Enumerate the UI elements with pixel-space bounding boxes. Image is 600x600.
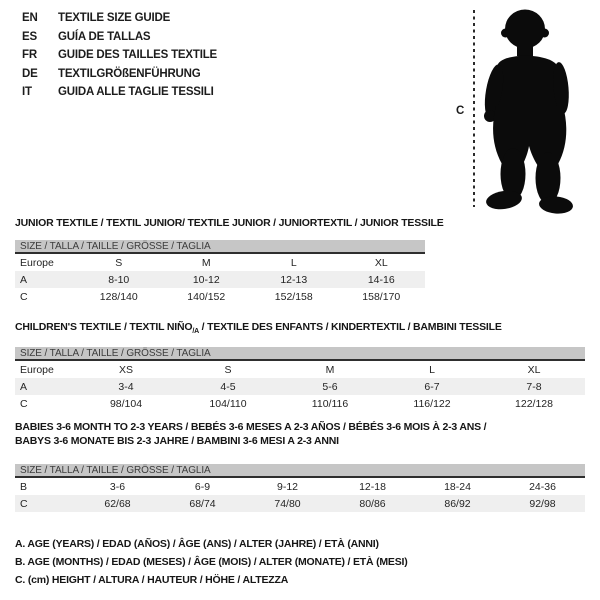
table-cell: 116/122 — [413, 397, 451, 410]
table-cell: 12-18 — [359, 480, 386, 493]
language-title: TEXTILE SIZE GUIDE — [58, 12, 171, 25]
table-cell: 24-36 — [529, 480, 556, 493]
row-label: B — [20, 480, 28, 493]
table-cell: M — [201, 256, 211, 269]
table-row — [15, 378, 585, 395]
language-title: GUIDA ALLE TAGLIE TESSILI — [58, 86, 214, 99]
table-cell: 86/92 — [444, 497, 471, 510]
legend-notes — [15, 535, 408, 589]
language-code: DE — [22, 67, 38, 80]
table-cell: S — [115, 256, 123, 269]
table-cell: 7-8 — [526, 380, 542, 393]
row-label: Europe — [20, 363, 54, 376]
note-height: C. (cm) HEIGHT / ALTURA / HAUTEUR / HÖHE / ALTEZZA — [15, 574, 289, 586]
table-cell: 3-4 — [118, 380, 134, 393]
children-title-pre: CHILDREN'S TEXTILE / TEXTIL NIÑO — [15, 321, 193, 333]
table-cell: L — [429, 363, 435, 376]
table-cell: 4-5 — [220, 380, 236, 393]
table-cell: 12-13 — [280, 273, 308, 286]
table-row — [15, 478, 585, 495]
row-label: A — [20, 273, 28, 286]
row-label: C — [20, 397, 28, 410]
language-title: GUIDE DES TAILLES TEXTILE — [58, 49, 217, 62]
table-cell: L — [290, 256, 297, 269]
table-cell: 128/140 — [99, 290, 138, 303]
note-age-years: A. AGE (YEARS) / EDAD (AÑOS) / ÂGE (ANS) / ALTER (JAHRE) / ETÀ (ANNI) — [15, 538, 379, 550]
table-cell: XL — [374, 256, 388, 269]
row-label: Europe — [20, 256, 54, 269]
table-cell: 140/152 — [187, 290, 226, 303]
table-row — [15, 395, 585, 412]
table-cell: 152/158 — [274, 290, 313, 303]
table-cell: M — [325, 363, 335, 376]
table-row — [15, 271, 425, 288]
table-cell: 110/116 — [311, 397, 349, 410]
table-cell: 80/86 — [359, 497, 386, 510]
table-cell: 10-12 — [192, 273, 220, 286]
language-row-de — [22, 65, 217, 84]
row-label: C — [20, 497, 28, 510]
table-cell: 122/128 — [515, 397, 553, 410]
size-header-bar: SIZE / TALLA / TAILLE / GRÖSSE / TAGLIA — [15, 240, 425, 254]
language-code: ES — [22, 30, 37, 43]
table-cell: 158/170 — [362, 290, 401, 303]
table-cell: 6-7 — [424, 380, 440, 393]
size-header-bar: SIZE / TALLA / TAILLE / GRÖSSE / TAGLIA — [15, 347, 585, 361]
junior-section-title: JUNIOR TEXTILE / TEXTIL JUNIOR/ TEXTILE JUNIOR / JUNIORTEXTIL / JUNIOR TESSILE — [15, 217, 444, 229]
table-cell: 18-24 — [444, 480, 471, 493]
table-cell: 8-10 — [108, 273, 130, 286]
height-measure-label: C — [456, 105, 465, 117]
language-title: GUÍA DE TALLAS — [58, 30, 151, 43]
language-code: IT — [22, 86, 32, 99]
table-cell: 62/68 — [104, 497, 131, 510]
table-cell: 3-6 — [109, 480, 126, 493]
table-cell: 74/80 — [274, 497, 301, 510]
children-title-sub: /A — [192, 328, 199, 336]
table-row — [15, 361, 585, 378]
table-row — [15, 495, 585, 512]
note-age-months: B. AGE (MONTHS) / EDAD (MESES) / ÂGE (MOIS) / ALTER (MONATE) / ETÀ (MESI) — [15, 556, 408, 568]
babies-section-title — [15, 420, 590, 448]
babies-title-line1: BABIES 3-6 MONTH TO 2-3 YEARS / BEBÉS 3-6 MESES A 2-3 AÑOS / BÉBÉS 3-6 MOIS À 2-3 ANS / — [15, 421, 487, 433]
language-code: FR — [22, 49, 37, 62]
children-title-post: / TEXTILE DES ENFANTS / KINDERTEXTIL / BAMBINI TESSILE — [198, 321, 502, 333]
table-cell: 9-12 — [276, 480, 298, 493]
children-size-table — [15, 347, 585, 412]
table-cell: 98/104 — [109, 397, 143, 410]
table-cell: 6-9 — [194, 480, 211, 493]
babies-title-line2: BABYS 3-6 MONATE BIS 2-3 JAHRE / BAMBINI 3-6 MESI A 2-3 ANNI — [15, 435, 339, 447]
table-cell: 5-6 — [322, 380, 338, 393]
table-row — [15, 288, 425, 305]
children-section-title — [15, 320, 590, 339]
language-list — [22, 9, 217, 102]
row-label: A — [20, 380, 28, 393]
table-cell: 68/74 — [189, 497, 216, 510]
table-cell: S — [224, 363, 232, 376]
language-row-fr — [22, 46, 217, 65]
language-row-it — [22, 83, 217, 102]
language-code: EN — [22, 12, 38, 25]
table-cell: 14-16 — [367, 273, 395, 286]
table-cell: 104/110 — [209, 397, 247, 410]
babies-size-table — [15, 464, 585, 512]
table-row — [15, 254, 425, 271]
size-header-bar: SIZE / TALLA / TAILLE / GRÖSSE / TAGLIA — [15, 464, 585, 478]
baby-silhouette-icon — [478, 6, 582, 214]
table-cell: XS — [118, 363, 133, 376]
language-title: TEXTILGRÖßENFÜHRUNG — [58, 67, 201, 80]
table-cell: 92/98 — [529, 497, 556, 510]
row-label: C — [20, 290, 28, 303]
junior-size-table — [15, 240, 425, 305]
height-measure-dotted-line — [473, 10, 475, 207]
language-row-es — [22, 28, 217, 47]
table-cell: XL — [527, 363, 541, 376]
language-row-en — [22, 9, 217, 28]
